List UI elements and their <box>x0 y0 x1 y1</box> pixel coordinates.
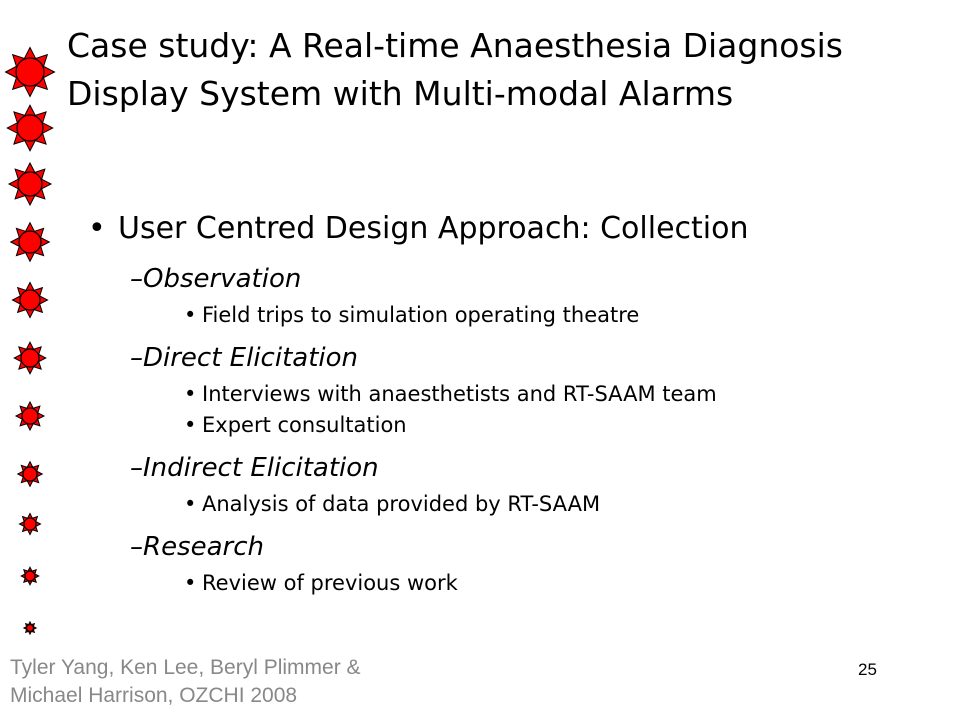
main-bullet-text: User Centred Design Approach: Collection <box>118 211 749 246</box>
red-star-burst-icon <box>24 622 36 634</box>
list-item-text: Analysis of data provided by RT-SAAM <box>202 492 601 516</box>
bullet-icon: • <box>184 382 197 406</box>
list-item <box>88 379 928 410</box>
bullet-icon: • <box>184 413 197 437</box>
slide-content <box>88 212 928 599</box>
section-heading-direct-elicitation: –Direct Elicitation <box>130 343 359 373</box>
list-item-text: Field trips to simulation operating theatre <box>202 303 640 327</box>
slide-title: Case study: A Real-time Anaesthesia Diagnosis Display System with Multi-modal Alarms <box>67 26 843 113</box>
red-star-burst-icon <box>21 567 39 585</box>
red-star-burst-icon <box>14 342 46 374</box>
page-number: 25 <box>858 660 877 679</box>
list-item <box>88 410 928 441</box>
bullet-icon: • <box>184 303 197 327</box>
bullet-icon: • <box>184 571 197 595</box>
red-star-burst-icon <box>20 514 41 535</box>
list-item-text: Interviews with anaesthetists and RT-SAAM team <box>202 382 717 406</box>
list-item <box>88 489 928 520</box>
section-heading-observation: –Observation <box>130 264 302 294</box>
red-star-burst-icon <box>13 283 48 318</box>
red-star-burst-icon <box>9 163 51 205</box>
bullet-icon: • <box>88 211 106 246</box>
main-bullet <box>88 212 928 246</box>
footer-credits <box>10 654 361 710</box>
footer-line-1: Tyler Yang, Ken Lee, Beryl Plimmer & <box>10 656 361 679</box>
list-item <box>88 568 928 599</box>
red-star-burst-icon <box>16 402 44 430</box>
red-star-burst-icon <box>18 462 43 487</box>
decorative-star-column <box>0 0 70 720</box>
section-heading-indirect-elicitation: –Indirect Elicitation <box>130 453 379 483</box>
red-star-burst-icon <box>11 223 50 262</box>
list-item-text: Expert consultation <box>202 413 407 437</box>
bullet-icon: • <box>184 492 197 516</box>
section-heading-research: –Research <box>130 532 264 562</box>
footer-line-2: Michael Harrison, OZCHI 2008 <box>10 684 298 707</box>
list-item <box>88 300 928 331</box>
red-star-burst-icon <box>7 105 53 151</box>
list-item-text: Review of previous work <box>202 571 458 595</box>
red-star-burst-icon <box>6 48 55 97</box>
